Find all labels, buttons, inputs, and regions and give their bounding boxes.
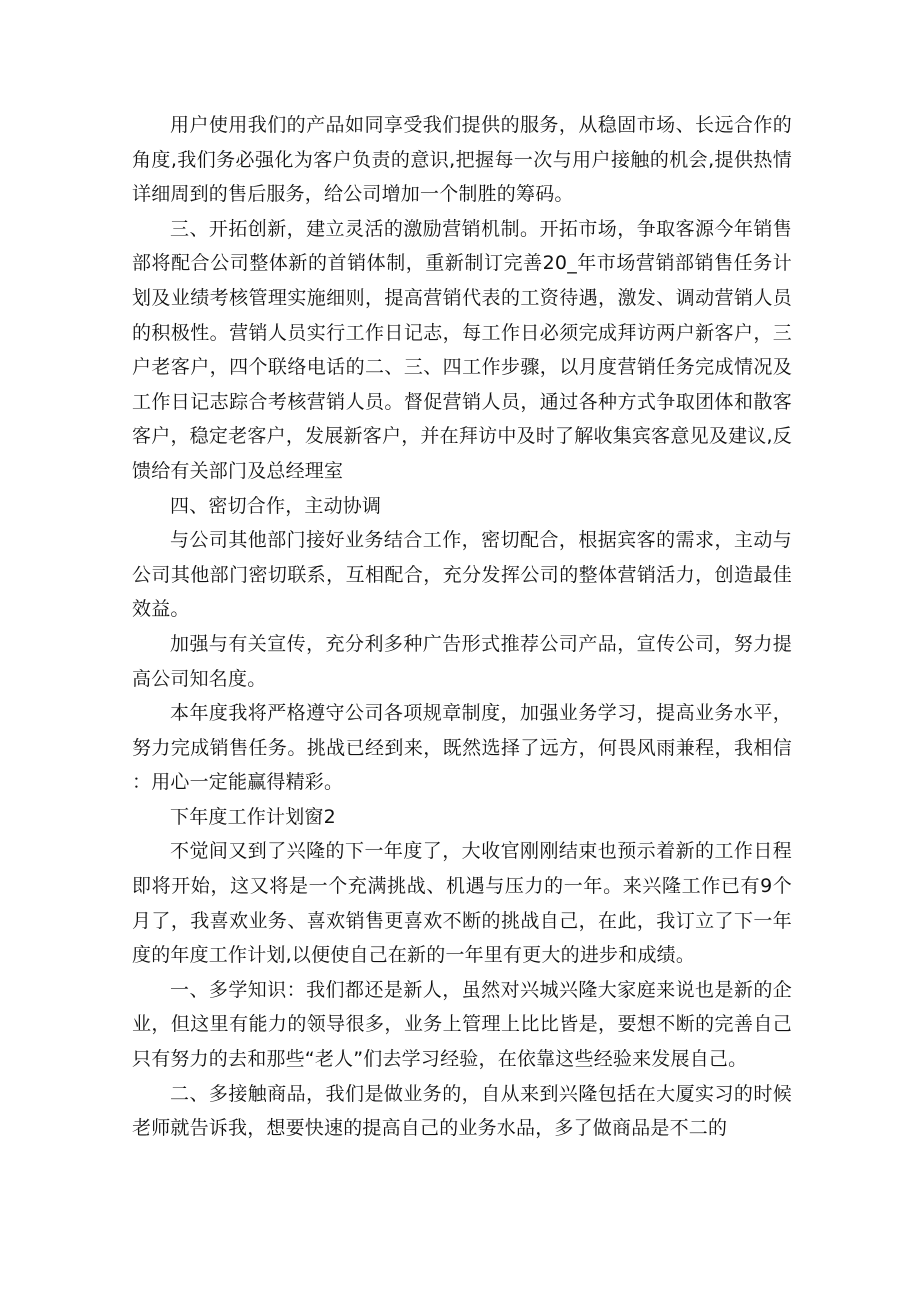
paragraph-annual-commitment: 本年度我将严格遵守公司各项规章制度，加强业务学习，提高业务水平，努力完成销售任务。挑战已经到来，既然选择了远方，何畏风雨兼程，我相信：用心一定能赢得精彩。 xyxy=(132,702,792,794)
paragraph-section-3-innovation: 三、开拓创新，建立灵活的激励营销机制。开拓市场，争取客源今年销售部将配合公司整体新的首销体制，重新制订完善20_年市场营销部销售任务计划及业绩考核管理实施细则，提高营销代表的工资待遇，激发、调动营销人员的积极性。营销人员实行工作日记志，每工作日必须完成拜访两户新客户，三户老客户，四个联络电话的二、三、四工作步骤，以月度营销任务完成情况及工作日记志踪合考核营销人员。督促营销人员，通过各种方式争取团体和散客客户，稳定老客户，发展新客户，并在拜访中及时了解收集宾客意见及建议,反馈给有关部门及总经理室 xyxy=(132,217,792,482)
paragraph-after-sales-service: 用户使用我们的产品如同享受我们提供的服务，从稳固市场、长远合作的角度,我们务必强化为客户负责的意识,把握每一次与用户接触的机会,提供热情详细周到的售后服务，给公司增加一个制胜的筹码。 xyxy=(132,114,792,206)
paragraph-cooperation-departments: 与公司其他部门接好业务结合工作，密切配合，根据宾客的需求，主动与公司其他部门密切联系，互相配合，充分发挥公司的整体营销活力，创造最佳效益。 xyxy=(132,529,792,621)
paragraph-plan-2-intro: 不觉间又到了兴隆的下一年度了，大收官刚刚结束也预示着新的工作日程即将开始，这又将是一个充满挑战、机遇与压力的一年。来兴隆工作已有9个月了，我喜欢业务、喜欢销售更喜欢不断的挑战自己，在此，我订立了下一年度的年度工作计划,以便使自己在新的一年里有更大的进步和成绩。 xyxy=(132,840,792,967)
paragraph-learn-knowledge: 一、多学知识：我们都还是新人，虽然对兴城兴隆大家庭来说也是新的企业，但这里有能力的领导很多，业务上管理上比比皆是，要想不断的完善自己只有努力的去和那些“老人”们去学习经验，在依靠这些经验来发展自己。 xyxy=(132,978,792,1071)
plan-2-title: 下年度工作计划窗2 xyxy=(170,805,336,828)
document-body xyxy=(132,108,792,1146)
section-heading-4-cooperation: 四、密切合作，主动协调 xyxy=(170,494,382,517)
paragraph-publicity: 加强与有关宣传，充分利多种广告形式推荐公司产品，宣传公司，努力提高公司知名度。 xyxy=(132,632,792,690)
paragraph-contact-products: 二、多接触商品，我们是做业务的，自从来到兴隆包括在大厦实习的时候老师就告诉我，想要快速的提高自己的业务水品，多了做商品是不二的 xyxy=(132,1082,792,1140)
